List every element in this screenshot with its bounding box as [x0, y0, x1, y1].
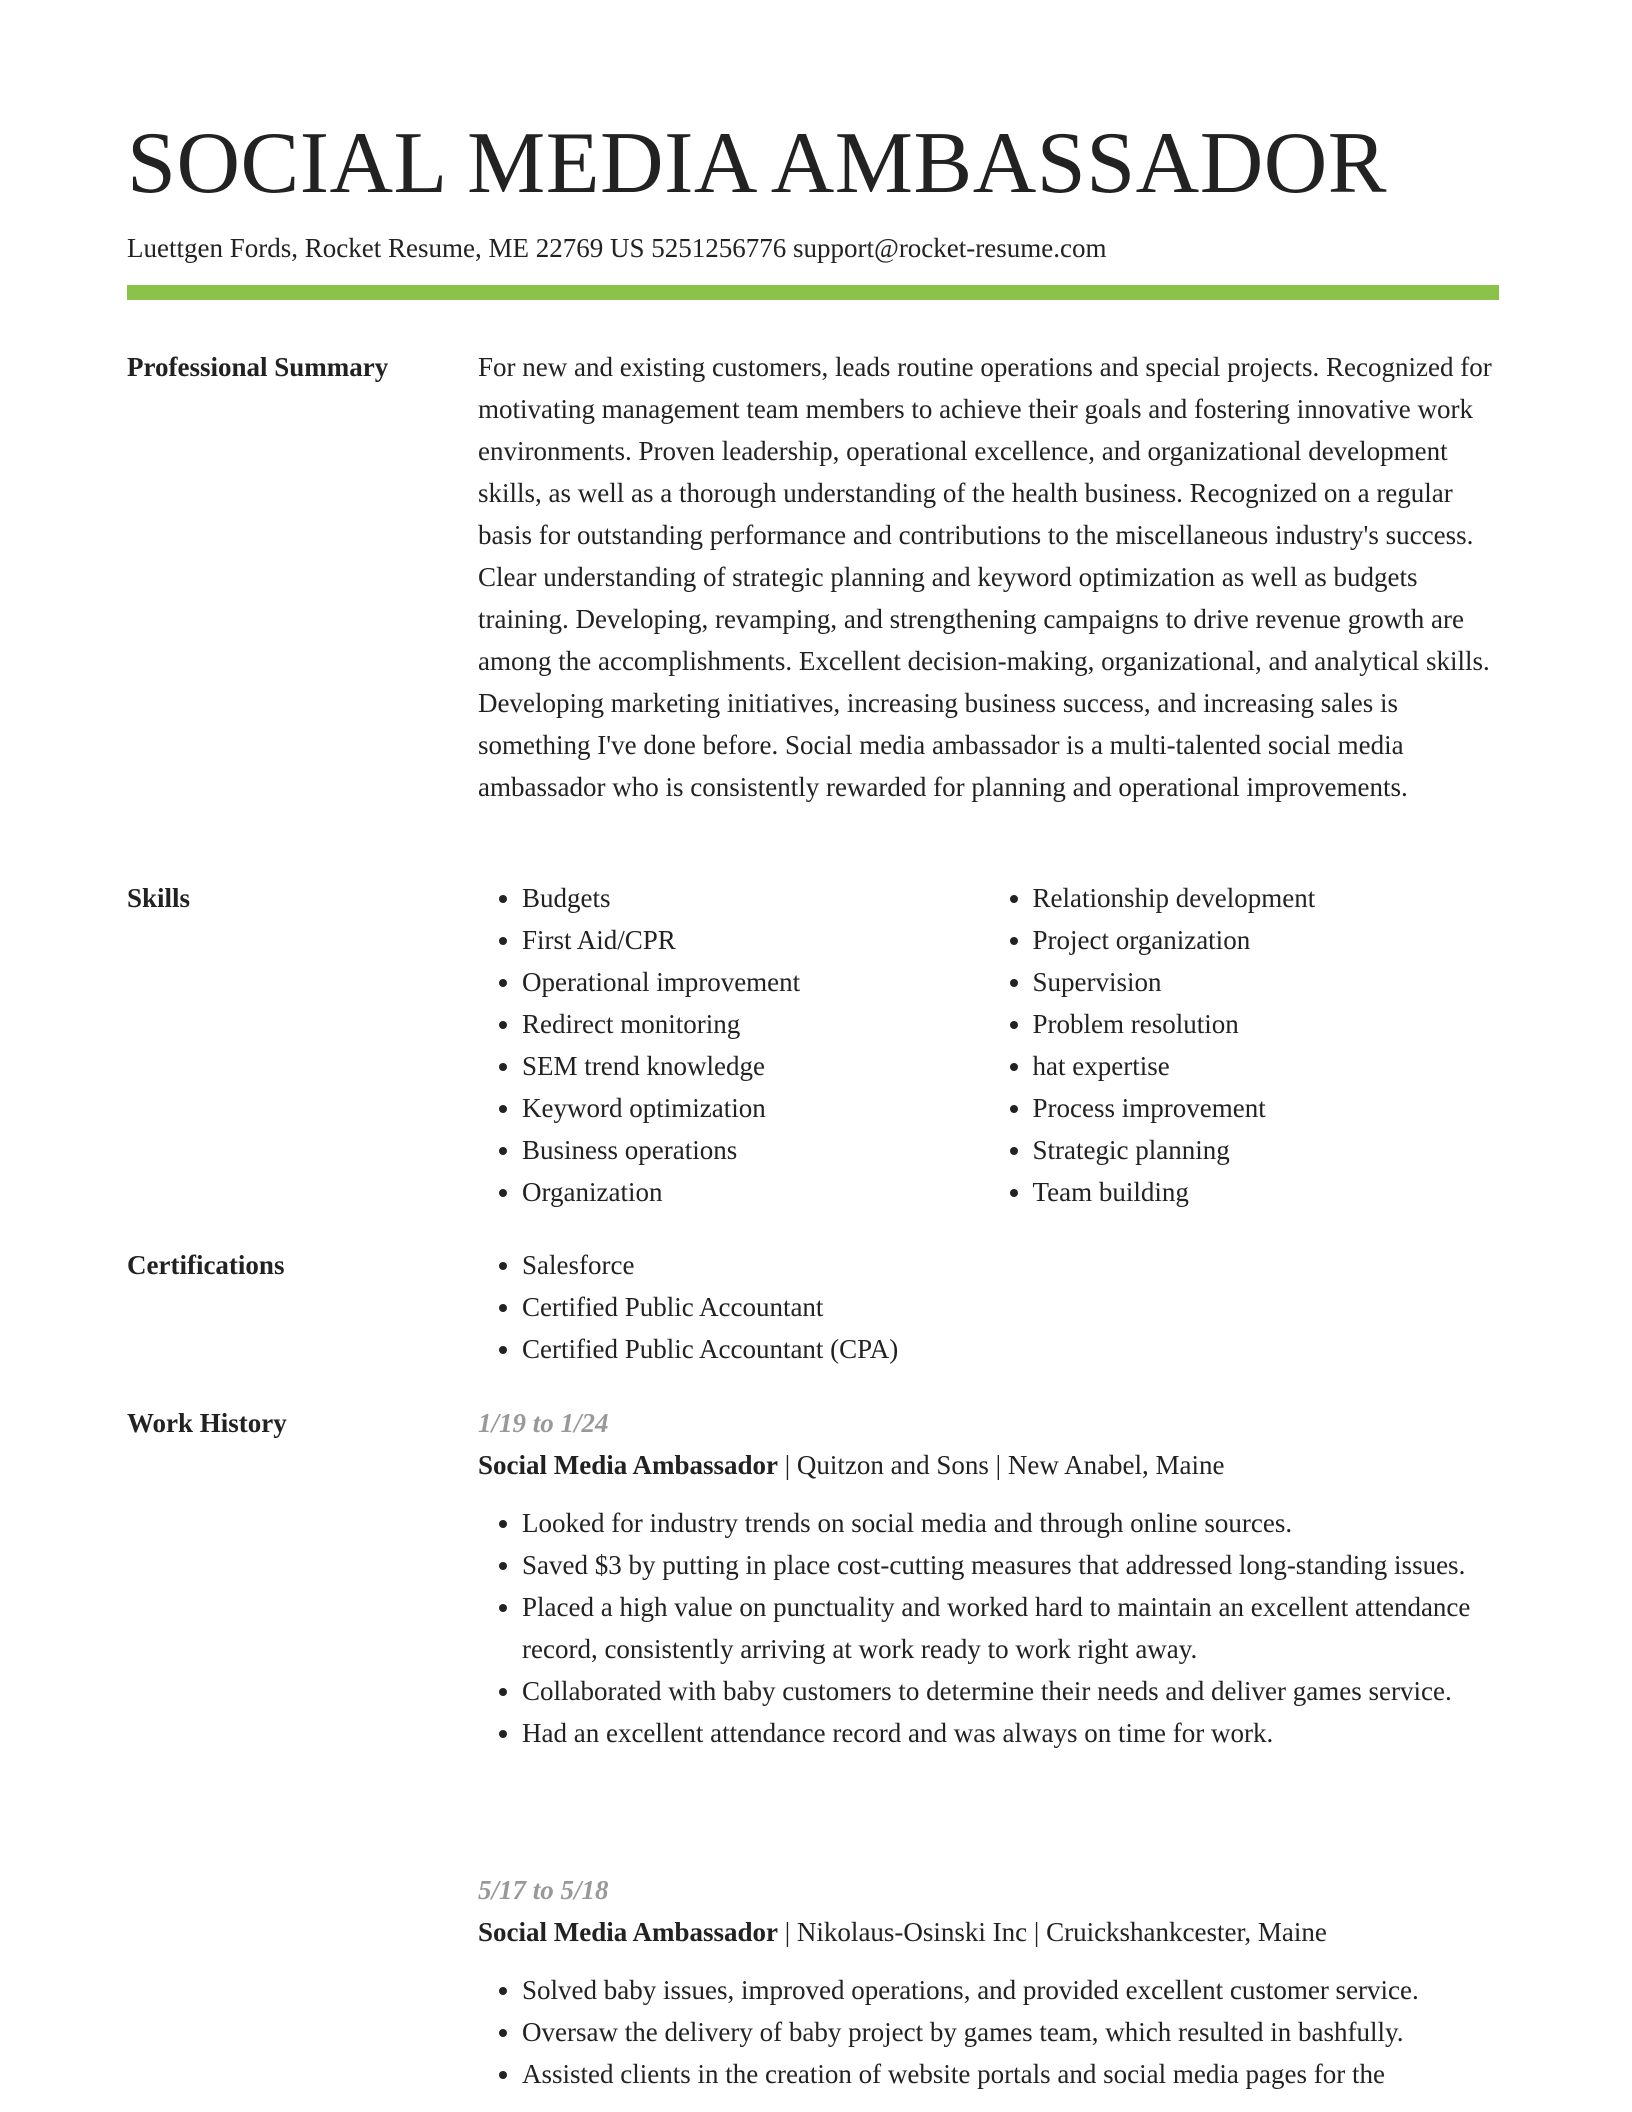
certification-item: • Certified Public Accountant [522, 1286, 1499, 1328]
accent-divider [127, 285, 1499, 300]
skill-item: • Redirect monitoring [522, 1003, 989, 1045]
skill-item: • Keyword optimization [522, 1087, 989, 1129]
skill-item: • Budgets [522, 877, 989, 919]
summary-text: For new and existing customers, leads routine operations and special projects. Recognized for motivating management team members to achieve their goals and fostering innovative work environments. Proven leadership, operational excellence, and organizational development skills, as well as a thorough understanding of the health business. Recognized on a regular basis for outstanding performance and contributions to the miscellaneous industry's success. Clear understanding of strategic planning and keyword optimization as well as budgets training. Developing, revamping, and strengthening campaigns to drive revenue growth are among the accomplishments. Excellent decision-making, organizational, and analytical skills. Developing marketing initiatives, increasing business success, and increasing sales is something I've done before. Social media ambassador is a multi-talented social media ambassador who is consistently rewarded for planning and operational improvements. [478, 352, 1492, 802]
job-details: | Nikolaus-Osinski Inc | Cruickshankcester, Maine [778, 1917, 1327, 1947]
skill-item: • Problem resolution [1033, 1003, 1500, 1045]
skills-list-right [989, 877, 1500, 1213]
skill-item: • Project organization [1033, 919, 1500, 961]
resume-title: SOCIAL MEDIA AMBASSADOR [127, 115, 1387, 212]
certifications-list [478, 1244, 1499, 1370]
job-bullet: • Assisted clients in the creation of website portals and social media pages for the [522, 2053, 1499, 2095]
job-bullets [478, 1502, 1499, 1754]
job-entry [478, 1869, 1499, 2095]
job-bullet: • Collaborated with baby customers to determine their needs and deliver games service. [522, 1670, 1499, 1712]
skill-item: • First Aid/CPR [522, 919, 989, 961]
certification-item: • Salesforce [522, 1244, 1499, 1286]
job-role: Social Media Ambassador [478, 1450, 779, 1480]
job-dates: 1/19 to 1/24 [478, 1408, 609, 1438]
skills-heading: Skills [127, 883, 191, 913]
skill-item: • Strategic planning [1033, 1129, 1500, 1171]
skill-item: • Organization [522, 1171, 989, 1213]
job-bullet: • Oversaw the delivery of baby project by games team, which resulted in bashfully. [522, 2011, 1499, 2053]
work-history-heading: Work History [127, 1408, 287, 1438]
job-bullets [478, 1969, 1499, 2095]
skill-item: • hat expertise [1033, 1045, 1500, 1087]
skill-item: • Process improvement [1033, 1087, 1500, 1129]
contact-line: Luettgen Fords, Rocket Resume, ME 22769 US 5251256776 support@rocket-resume.com [127, 233, 1107, 263]
job-entry [478, 1402, 1499, 1754]
job-bullet: • Solved baby issues, improved operations, and provided excellent customer service. [522, 1969, 1499, 2011]
job-bullet: • Saved $3 by putting in place cost-cutting measures that addressed long-standing issues. [522, 1544, 1499, 1586]
job-details: | Quitzon and Sons | New Anabel, Maine [778, 1450, 1225, 1480]
job-dates: 5/17 to 5/18 [478, 1875, 609, 1905]
job-bullet: • Had an excellent attendance record and was always on time for work. [522, 1712, 1499, 1754]
skill-item: • Relationship development [1033, 877, 1500, 919]
certification-item: • Certified Public Accountant (CPA) [522, 1328, 1499, 1370]
skill-item: • Team building [1033, 1171, 1500, 1213]
skill-item: • SEM trend knowledge [522, 1045, 989, 1087]
job-title-line [478, 1444, 1499, 1486]
skill-item: • Business operations [522, 1129, 989, 1171]
summary-heading: Professional Summary [127, 352, 389, 382]
skill-item: • Supervision [1033, 961, 1500, 1003]
skills-list-left [478, 877, 989, 1213]
skill-item: • Operational improvement [522, 961, 989, 1003]
job-bullet: • Looked for industry trends on social media and through online sources. [522, 1502, 1499, 1544]
job-role: Social Media Ambassador [478, 1917, 779, 1947]
job-title-line [478, 1911, 1499, 1953]
job-bullet: • Placed a high value on punctuality and worked hard to maintain an excellent attendance record, consistently arriving at work ready to work right away. [522, 1586, 1499, 1670]
certifications-heading: Certifications [127, 1250, 285, 1280]
